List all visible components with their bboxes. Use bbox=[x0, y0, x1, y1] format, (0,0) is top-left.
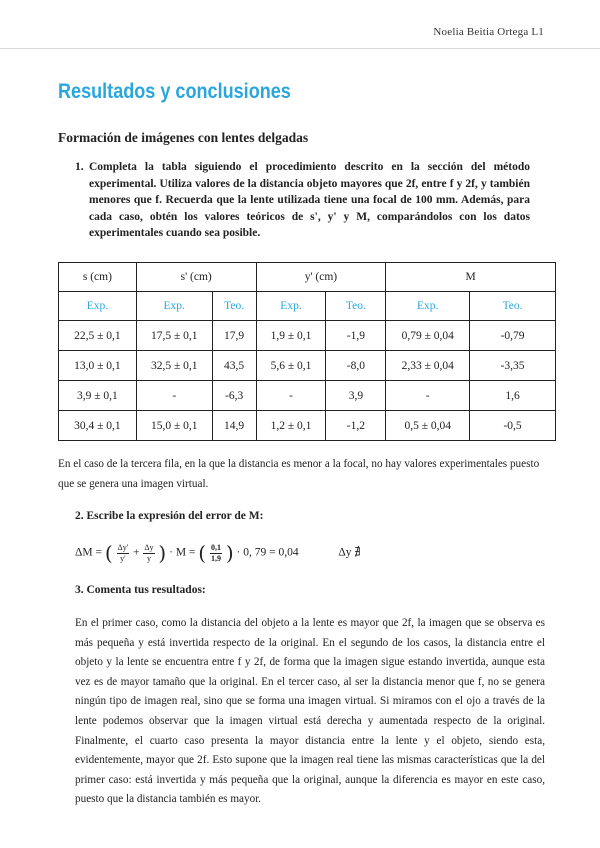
table-cell: 14,9 bbox=[212, 411, 256, 441]
header-divider bbox=[0, 48, 600, 49]
table-row bbox=[59, 321, 556, 351]
section-title: Resultados y conclusiones bbox=[58, 80, 291, 103]
table-cell: 3,9 ± 0,1 bbox=[59, 381, 137, 411]
author-name: Noelia Beitia Ortega L1 bbox=[433, 26, 544, 38]
table-cell: 22,5 ± 0,1 bbox=[59, 321, 137, 351]
table-cell: 15,0 ± 0,1 bbox=[136, 411, 212, 441]
table-cell: 1,2 ± 0,1 bbox=[256, 411, 326, 441]
table-cell: 2,33 ± 0,04 bbox=[386, 351, 470, 381]
error-formula bbox=[75, 541, 361, 565]
header-s-prime: s' (cm) bbox=[136, 263, 256, 292]
fraction-numerator: Δy' bbox=[117, 542, 129, 552]
subheader-cell: Exp. bbox=[59, 292, 137, 321]
table-cell: - bbox=[386, 381, 470, 411]
table-cell: 30,4 ± 0,1 bbox=[59, 411, 137, 441]
open-paren: ( bbox=[104, 541, 113, 565]
fraction-numerator: Δy bbox=[144, 542, 154, 552]
subheader-cell: Teo. bbox=[212, 292, 256, 321]
close-paren: ) bbox=[158, 541, 167, 565]
fraction-dy bbox=[143, 543, 154, 564]
fraction-denominator: 1,9 bbox=[210, 553, 221, 563]
table-row bbox=[59, 381, 556, 411]
formula-plus: + bbox=[133, 546, 140, 559]
table-cell: 43,5 bbox=[212, 351, 256, 381]
table-cell: 13,0 ± 0,1 bbox=[59, 351, 137, 381]
table-cell: 17,5 ± 0,1 bbox=[136, 321, 212, 351]
subheader-cell: Exp. bbox=[386, 292, 470, 321]
table-cell: 0,5 ± 0,04 bbox=[386, 411, 470, 441]
table-cell: 32,5 ± 0,1 bbox=[136, 351, 212, 381]
formula-note: Δy ∄ bbox=[338, 546, 361, 559]
formula-tail: · 0, 79 = 0,04 bbox=[236, 546, 299, 559]
open-paren: ( bbox=[198, 541, 207, 565]
question-1 bbox=[75, 159, 530, 242]
header-y-prime: y' (cm) bbox=[256, 263, 386, 292]
table-cell: - bbox=[136, 381, 212, 411]
table-cell: 3,9 bbox=[326, 381, 386, 411]
table-group-header-row bbox=[59, 263, 556, 292]
table-cell: -6,3 bbox=[212, 381, 256, 411]
third-row-note: En el caso de la tercera fila, en la que la distancia es menor a la focal, no hay valores experimentales puesto que se genera una imagen virtual. bbox=[58, 458, 540, 490]
fraction-denominator: y' bbox=[120, 553, 126, 563]
table-row bbox=[59, 351, 556, 381]
fraction-denominator: y bbox=[146, 553, 151, 563]
table-cell: -3,35 bbox=[470, 351, 556, 381]
subheader-cell: Exp. bbox=[136, 292, 212, 321]
question-2: 2. Escribe la expresión del error de M: bbox=[75, 510, 264, 522]
table-cell: 1,9 ± 0,1 bbox=[256, 321, 326, 351]
results-commentary: En el primer caso, como la distancia del objeto a la lente es mayor que 2f, la imagen que se observa es más pequeña y está invertida respecto de la original. En el segundo de los casos, la distancia entre el objeto y la lente se encuentra entre f y 2f, de forma que la imagen sigue estando invertida, aunque esta vez es de mayor tamaño que la original. En el tercer caso, al ser la distancia menor que f, no se genera ningún tipo de imagen real, sino que se forma una imagen virtual. Si miramos con el ojo a través de la lente podemos observar que la imagen virtual está derecha y aumentada respecto de la original. Finalmente, el cuarto caso presenta la mayor distancia entre la lente y el objeto, siendo esta, evidentemente, mayor que 2f. Esto supone que la imagen real tiene las mismas características que la del primer caso: está invertida y más pequeña que la original, aunque la diferencia es mayor en este caso, puesto que la distancia también es mayor. bbox=[75, 617, 545, 806]
question-3: 3. Comenta tus resultados: bbox=[75, 584, 206, 596]
subheader-cell: Teo. bbox=[470, 292, 556, 321]
table-cell: -0,5 bbox=[470, 411, 556, 441]
table-cell: 0,79 ± 0,04 bbox=[386, 321, 470, 351]
table-cell: 17,9 bbox=[212, 321, 256, 351]
close-paren: ) bbox=[225, 541, 234, 565]
subheader-cell: Teo. bbox=[326, 292, 386, 321]
table-cell: -8,0 bbox=[326, 351, 386, 381]
formula-mid: · M = bbox=[169, 546, 196, 559]
results-table bbox=[58, 262, 556, 441]
header-s: s (cm) bbox=[59, 263, 137, 292]
table-sub-header-row bbox=[59, 292, 556, 321]
table-row bbox=[59, 411, 556, 441]
question-1-text: Completa la tabla siguiendo el procedimiento descrito en la sección del método experimental. Utiliza valores de la distancia objeto mayores que 2f, entre f y 2f, y también menores que f. Recuerda que la lente utilizada tiene una focal de 100 mm. Además, para cada caso, obtén los valores teóricos de s', y' y M, comparándolos con los datos experimentales cuando sea posible. bbox=[89, 161, 530, 239]
fraction-values bbox=[210, 543, 222, 564]
table-cell: - bbox=[256, 381, 326, 411]
subsection-title: Formación de imágenes con lentes delgadas bbox=[58, 130, 309, 145]
table-cell: -1,2 bbox=[326, 411, 386, 441]
fraction-dyprime bbox=[117, 543, 130, 564]
header-m: M bbox=[386, 263, 556, 292]
table-cell: 1,6 bbox=[470, 381, 556, 411]
formula-lhs: ΔM = bbox=[75, 546, 102, 559]
table-cell: -0,79 bbox=[470, 321, 556, 351]
table-cell: -1,9 bbox=[326, 321, 386, 351]
subheader-cell: Exp. bbox=[256, 292, 326, 321]
table-cell: 5,6 ± 0,1 bbox=[256, 351, 326, 381]
fraction-numerator: 0,1 bbox=[210, 542, 221, 552]
question-1-number: 1. bbox=[75, 161, 84, 173]
